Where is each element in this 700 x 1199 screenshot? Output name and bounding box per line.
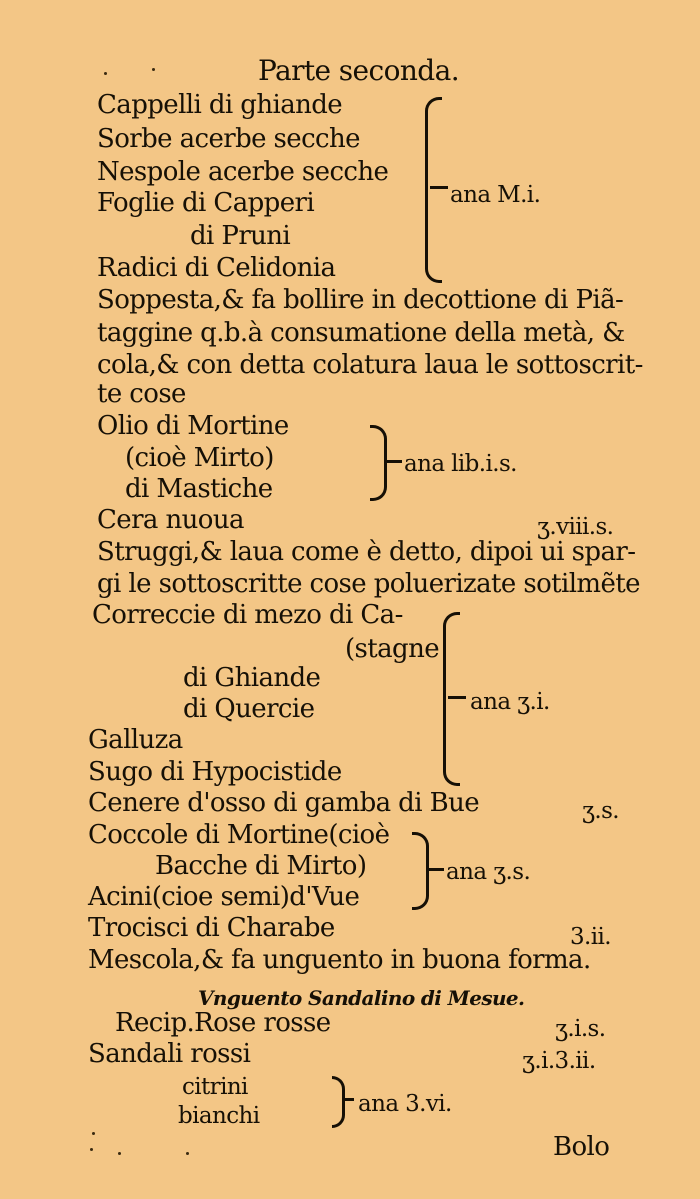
- text-line: Soppesta,& fa bollire in decottione di Piã-: [97, 285, 624, 315]
- brace: [332, 1076, 345, 1128]
- brace: [443, 612, 460, 786]
- ink-speck: [118, 1152, 121, 1155]
- brace-tip: [430, 186, 448, 189]
- ingredient-line: Cappelli di ghiande: [97, 90, 343, 120]
- dose-label: ana ʒ.i.: [470, 689, 550, 715]
- ink-speck: [90, 1148, 93, 1151]
- ingredient-line: di Pruni: [190, 221, 291, 251]
- ingredient-line: bianchi: [178, 1103, 260, 1129]
- brace: [425, 97, 442, 283]
- page-heading: Parte seconda.: [258, 54, 460, 87]
- ink-speck: [152, 68, 155, 71]
- recipe-title: Vnguento Sandalino di Mesue.: [198, 986, 525, 1010]
- text-line: cola,& con detta colatura laua le sottoscrit-: [97, 350, 643, 380]
- dose-label: ana lib.i.s.: [404, 451, 517, 477]
- ink-speck: [92, 1132, 95, 1135]
- ingredient-line: di Ghiande: [183, 663, 321, 693]
- ingredient-line: Cenere d'osso di gamba di Bue: [88, 788, 480, 818]
- ingredient-line: Recip.Rose rosse: [115, 1008, 331, 1038]
- catchword: Bolo: [553, 1132, 610, 1162]
- ingredient-line: (cioè Mirto): [125, 443, 274, 473]
- ingredient-line: Sugo di Hypocistide: [88, 757, 342, 787]
- brace-tip: [384, 460, 402, 463]
- brace: [412, 832, 429, 910]
- ingredient-line: Acini(cioe semi)d'Vue: [88, 882, 360, 912]
- brace-tip: [448, 696, 466, 699]
- ingredient-line: di Quercie: [183, 694, 315, 724]
- ink-speck: [104, 72, 107, 75]
- ingredient-line: Radici di Celidonia: [97, 253, 336, 283]
- text-line: Mescola,& fa unguento in buona forma.: [88, 945, 591, 975]
- dose-label: ʒ.i.3.ii.: [522, 1048, 596, 1074]
- ingredient-line: Sandali rossi: [88, 1039, 251, 1069]
- text-line: Struggi,& laua come è detto, dipoi ui spar-: [97, 537, 636, 567]
- brace-tip: [342, 1098, 354, 1101]
- ink-speck: [186, 1152, 189, 1155]
- ingredient-line: Correccie di mezo di Ca-: [92, 600, 403, 630]
- text-line: te cose: [97, 379, 186, 409]
- dose-label: ana 3.vi.: [358, 1091, 452, 1117]
- ingredient-line: Cera nuoua: [97, 505, 244, 535]
- dose-label: ana ʒ.s.: [446, 859, 531, 885]
- brace-tip: [426, 868, 444, 871]
- ingredient-line: Bacche di Mirto): [155, 851, 367, 881]
- ingredient-line: (stagne: [345, 634, 440, 664]
- ingredient-line: Sorbe acerbe secche: [97, 124, 360, 154]
- dose-label: ʒ.s.: [582, 798, 620, 824]
- ingredient-line: di Mastiche: [125, 474, 273, 504]
- ingredient-line: Olio di Mortine: [97, 411, 289, 441]
- dose-label: ana M.i.: [450, 182, 541, 208]
- text-line: gi le sottoscritte cose poluerizate sotilmẽte: [97, 569, 640, 599]
- ingredient-line: Coccole di Mortine(cioè: [88, 820, 390, 850]
- dose-label: ʒ.viii.s.: [537, 514, 614, 540]
- ingredient-line: Trocisci di Charabe: [88, 913, 335, 943]
- ingredient-line: citrini: [182, 1074, 248, 1100]
- ingredient-line: Galluza: [88, 725, 183, 755]
- ingredient-line: Nespole acerbe secche: [97, 157, 389, 187]
- ingredient-line: Foglie di Capperi: [97, 188, 315, 218]
- dose-label: 3.ii.: [570, 924, 611, 950]
- dose-label: ʒ.i.s.: [555, 1016, 606, 1042]
- text-line: taggine q.b.à consumatione della metà, &: [97, 318, 625, 348]
- brace: [370, 425, 387, 501]
